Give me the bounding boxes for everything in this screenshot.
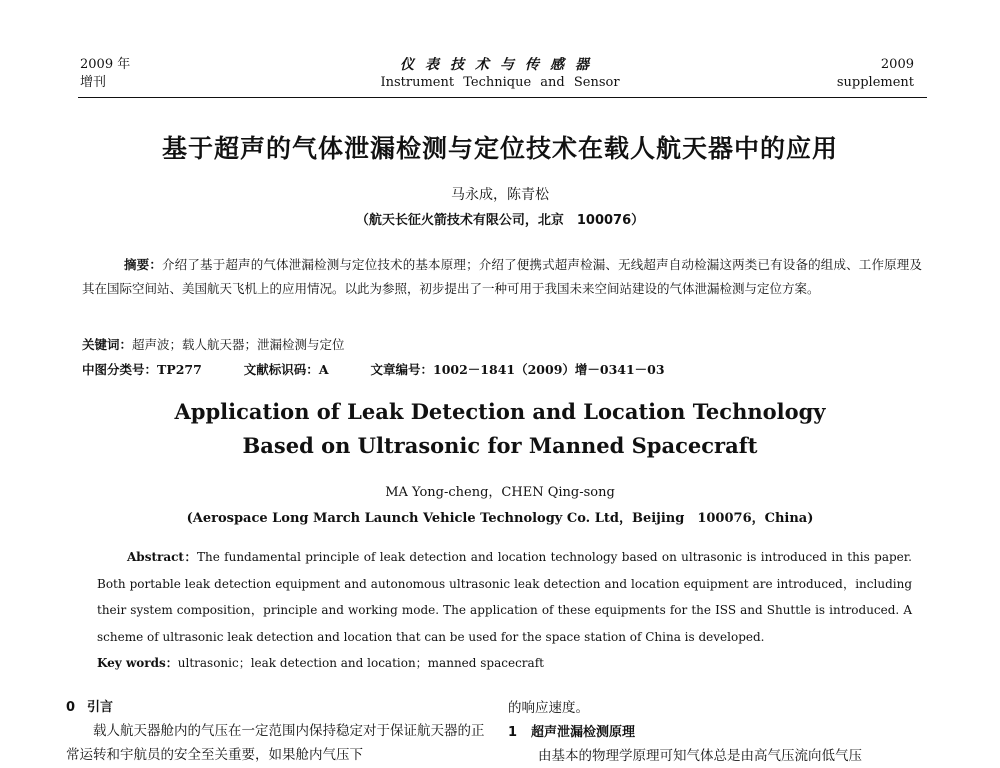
abstract-cn <box>82 253 922 301</box>
clc-number: 中图分类号：TP277 <box>82 362 202 377</box>
paper-title-en-line2: Based on Ultrasonic for Manned Spacecraft <box>242 433 758 458</box>
header-year: 2009 年 <box>80 57 131 72</box>
header-rule <box>78 97 927 98</box>
abstract-en <box>97 544 912 650</box>
keywords-cn <box>82 334 345 356</box>
header-issue: 增刊 <box>80 75 107 90</box>
keywords-en-label: Key words： <box>97 656 178 670</box>
keywords-cn-label: 关键词： <box>82 337 133 352</box>
authors-en: MA Yong-cheng，CHEN Qing-song <box>385 485 615 500</box>
abstract-cn-text: 介绍了基于超声的气体泄漏检测与定位技术的基本原理；介绍了便携式超声检漏、无线超声自动检漏这两类已有设备的组成、工作原理及其在国际空间站、美国航天飞机上的应用情况。以此为参照，初步提出了一种可用于我国未来空间站建设的气体泄漏检测与定位方案。 <box>82 257 922 296</box>
abstract-cn-label: 摘要： <box>124 257 163 272</box>
section-heading-intro <box>66 696 113 715</box>
abstract-en-text: The fundamental principle of leak detection and location technology based on ultrasonic is introduced in this paper. Both portable leak detection equipment and autonomous ultrasonic leak detection and location equipment are introduced，including their system composition，principle and working mode. The application of these equipments for the ISS and Shuttle is introduced. A scheme of ultrasonic leak detection and location that can be used for the space station of China is developed. <box>97 550 912 644</box>
right-column-continuation: 的响应速度。 <box>508 700 589 716</box>
paper-title-cn: 基于超声的气体泄漏检测与定位技术在载人航天器中的应用 <box>161 134 838 163</box>
section-title: 超声泄漏检测原理 <box>531 725 636 740</box>
affiliation-cn: （航天长征火箭技术有限公司，北京 100076） <box>355 213 645 228</box>
header-right <box>837 56 914 92</box>
section-number: 1 <box>508 725 518 740</box>
section-heading-principle <box>508 721 635 740</box>
header-year-en: 2009 <box>880 57 914 72</box>
keywords-en-text: ultrasonic；leak detection and location；manned spacecraft <box>177 656 544 670</box>
keywords-cn-text: 超声波；载人航天器；泄漏检测与定位 <box>132 337 345 352</box>
keywords-en <box>97 653 544 673</box>
paper-title-en-line1: Application of Leak Detection and Location Technology <box>174 399 826 424</box>
principle-paragraph: 由基本的物理学原理可知气体总是由高气压流向低气压 <box>538 748 862 764</box>
journal-name-cn: 仪表技术与传感器 <box>400 57 600 73</box>
document-code: 文献标识码：A <box>243 362 329 377</box>
affiliation-en: (Aerospace Long March Launch Vehicle Technology Co. Ltd，Beijing 100076，China) <box>186 511 814 526</box>
paper-title-en <box>0 395 1000 463</box>
classification-line <box>82 359 922 381</box>
article-number: 文章编号：1002－1841（2009）增－0341－03 <box>370 362 665 377</box>
journal-name-en: Instrument Technique and Sensor <box>380 75 620 90</box>
abstract-en-label: Abstract： <box>127 550 197 564</box>
journal-name <box>250 56 750 92</box>
section-title: 引言 <box>87 700 114 715</box>
authors-cn: 马永成，陈青松 <box>451 187 549 203</box>
header-left <box>80 56 130 92</box>
section-number: 0 <box>66 700 76 715</box>
intro-paragraph: 载人航天器舱内的气压在一定范围内保持稳定对于保证航天器的正常运转和宇航员的安全至关重要，如果舱内气压下 <box>66 723 485 763</box>
header-supplement: supplement <box>836 75 914 90</box>
